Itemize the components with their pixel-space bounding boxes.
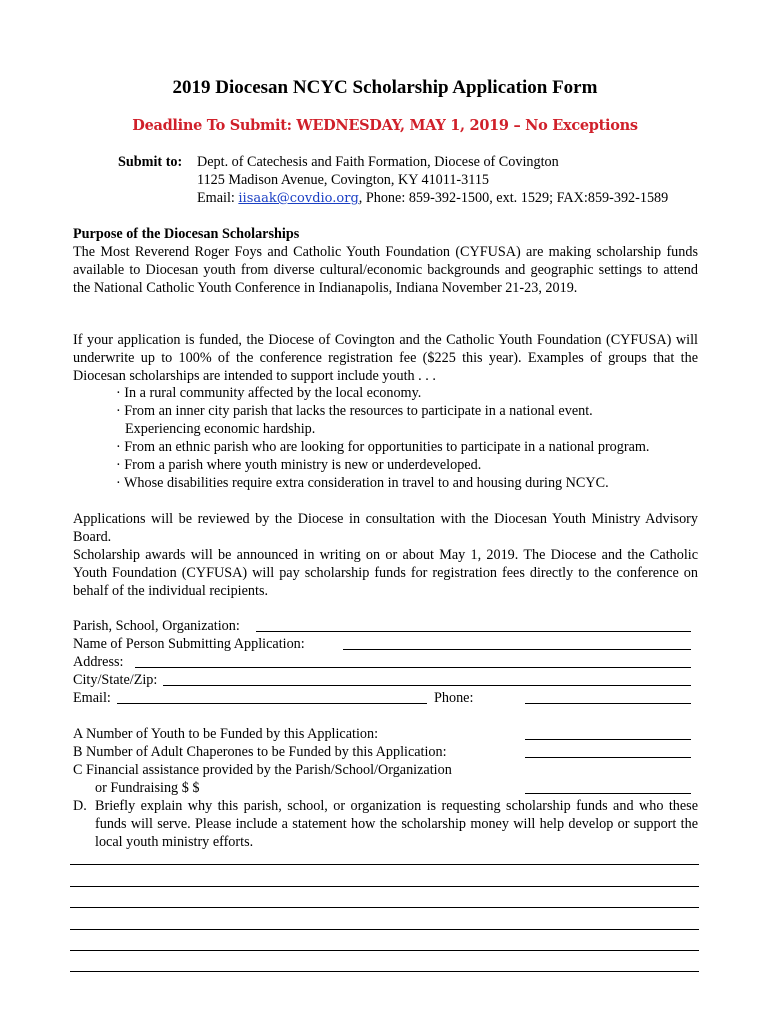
answer-line[interactable] bbox=[70, 864, 699, 865]
item-a-label: A Number of Youth to be Funded by this Application: bbox=[73, 726, 379, 742]
awards-paragraph: Scholarship awards will be announced in writing on or about May 1, 2019. The Diocese and the Catholic Youth Foundation (CYFUSA) will pay scholarship funds for registration fees directly to the conference on behalf of the individual recipients. bbox=[73, 547, 698, 599]
eligibility-list bbox=[116, 384, 696, 492]
submit-contact-line bbox=[197, 189, 668, 208]
list-item: · From an ethnic parish who are looking for opportunities to participate in a national program. bbox=[116, 439, 650, 455]
youth-count-input-line[interactable] bbox=[525, 739, 691, 740]
answer-line[interactable] bbox=[70, 950, 699, 951]
city-label: City/State/Zip: bbox=[73, 672, 158, 688]
deadline-notice: Deadline To Submit: WEDNESDAY, MAY 1, 2019 – No Exceptions bbox=[132, 117, 638, 134]
item-c-fundraising-label: or Fundraising $ $ bbox=[95, 780, 200, 796]
answer-line[interactable] bbox=[70, 929, 699, 930]
phone-fax-text: , Phone: 859-392-1500, ext. 1529; FAX:859-392-1589 bbox=[358, 190, 669, 206]
item-d-text: Briefly explain why this parish, school, or organization is requesting scholarship funds and who these funds will serve. Please include a statement how the scholarship money will help develop or support the local youth ministry efforts. bbox=[95, 798, 698, 850]
funding-paragraph: If your application is funded, the Diocese of Covington and the Catholic Youth Foundation (CYFUSA) will underwrite up to 100% of the conference registration fee ($225 this year). Examples of groups that the Diocesan scholarships are intended to support include youth . . . bbox=[73, 332, 698, 384]
submitter-label: Name of Person Submitting Application: bbox=[73, 636, 305, 652]
submit-street-line: 1125 Madison Avenue, Covington, KY 41011-3115 bbox=[197, 172, 490, 188]
purpose-heading: Purpose of the Diocesan Scholarships bbox=[73, 226, 300, 242]
address-input-line[interactable] bbox=[135, 667, 691, 668]
answer-line[interactable] bbox=[70, 886, 699, 887]
list-item: · From a parish where youth ministry is new or underdeveloped. bbox=[116, 457, 482, 473]
item-c-label: C Financial assistance provided by the Parish/School/Organization bbox=[73, 762, 452, 778]
email-link[interactable]: iisaak@covdio.org bbox=[238, 191, 359, 206]
form-title: 2019 Diocesan NCYC Scholarship Application Form bbox=[172, 77, 598, 98]
financial-assistance-input-line[interactable] bbox=[525, 793, 691, 794]
phone-label: Phone: bbox=[434, 690, 474, 706]
parish-input-line[interactable] bbox=[256, 631, 691, 632]
list-item: · From an inner city parish that lacks the resources to participate in a national event. bbox=[116, 403, 593, 419]
submit-to-label: Submit to: bbox=[118, 154, 183, 170]
submitter-input-line[interactable] bbox=[343, 649, 691, 650]
chaperone-count-input-line[interactable] bbox=[525, 757, 691, 758]
review-paragraph: Applications will be reviewed by the Diocese in consultation with the Diocesan Youth Ministry Advisory Board. bbox=[73, 511, 698, 545]
submit-dept-line: Dept. of Catechesis and Faith Formation, Diocese of Covington bbox=[197, 154, 559, 170]
list-item: Experiencing economic hardship. bbox=[125, 421, 316, 437]
address-label: Address: bbox=[73, 654, 124, 670]
answer-line[interactable] bbox=[70, 971, 699, 972]
list-item: · In a rural community affected by the local economy. bbox=[116, 385, 422, 401]
phone-input-line[interactable] bbox=[525, 703, 691, 704]
city-input-line[interactable] bbox=[163, 685, 691, 686]
email-input-line[interactable] bbox=[117, 703, 427, 704]
purpose-paragraph: The Most Reverend Roger Foys and Catholic Youth Foundation (CYFUSA) are making scholarship funds available to Diocesan youth from diverse cultural/economic backgrounds and geographic settings to attend the National Catholic Youth Conference in Indianapolis, Indiana November 21-23, 2019. bbox=[73, 244, 698, 296]
parish-label: Parish, School, Organization: bbox=[73, 618, 240, 634]
answer-line[interactable] bbox=[70, 907, 699, 908]
item-d-letter: D. bbox=[73, 798, 87, 814]
submit-to-address bbox=[197, 153, 668, 208]
email-label: Email: bbox=[73, 690, 111, 706]
list-item: · Whose disabilities require extra consideration in travel to and housing during NCYC. bbox=[116, 475, 609, 491]
item-b-label: B Number of Adult Chaperones to be Funded by this Application: bbox=[73, 744, 447, 760]
email-prefix: Email: bbox=[197, 190, 239, 206]
purpose-section bbox=[73, 225, 698, 297]
